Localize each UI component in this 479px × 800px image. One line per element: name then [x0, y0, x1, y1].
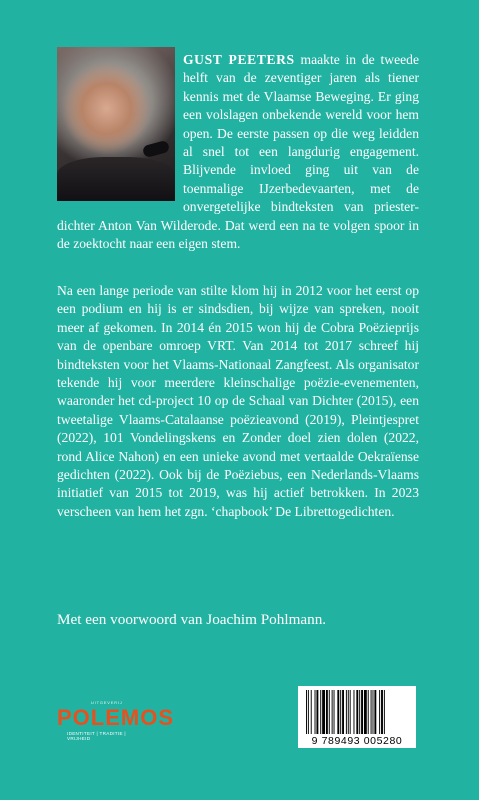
publisher-tagline: IDENTITEIT | TRADITIE | VRIJHEID: [67, 731, 126, 741]
author-name: GUST PEETERS: [183, 52, 295, 67]
foreword-line: Met een voorwoord van Joachim Pohlmann.: [57, 611, 327, 628]
barcode-bar: [322, 690, 325, 734]
barcode-bar: [340, 690, 341, 734]
barcode-bar: [320, 690, 321, 734]
barcode-bar: [346, 690, 347, 734]
barcode-bar: [361, 690, 363, 734]
barcode-bar: [354, 690, 355, 734]
barcode-bar: [350, 690, 351, 734]
publisher-name: POLEMOS: [57, 705, 175, 730]
barcode-bar: [316, 690, 318, 734]
bio-paragraph-2: Na een lange periode van stilte klom hij in 2012 voor het eerst op een podium en hij is er sindsdien, bij wijze van spreken, nooit meer af gekomen. In 2014 én 2015 won hij de Cobra Poëzieprijs van de openbare omroep VRT. Van 2014 tot 2017 schreef hij bindteksten voor het Vlaams-Nationaal Zangfeest. Als organisator tekende hij voor meerdere kleinschalige poëzie-evenementen, waaronder het cd-project 10 op de Schaal van Dichter (2015), een tweetalige Vlaams-Catalaanse poëzieavond (2019), Pleintjespret (2022), 101 Vondelingskens en Zonder doel zien dolen (2022, rond Alice Nahon) en een unieke avond met vertaalde Oekraïense gedichten (2022). Ook bij de Poëziebus, een Nederlands-Vlaams initiatief van 2015 tot 2019, was hij actief betrokken. In 2023 verscheen van hem het zgn. ‘chapbook’ De Librettogedichten.: [57, 283, 419, 519]
barcode-bar: [371, 690, 372, 734]
photo-spacer: [57, 51, 183, 199]
publisher-label: UITGEVERIJ: [91, 700, 123, 705]
barcode-bar: [332, 690, 333, 734]
barcode-bar: [337, 690, 339, 734]
isbn-barcode: [298, 686, 416, 748]
barcode-bar: [359, 690, 360, 734]
bio-paragraph-1: [57, 51, 419, 253]
barcode-bar: [381, 690, 383, 734]
barcode-bar: [342, 690, 344, 734]
barcode-bar: [308, 690, 309, 734]
bio-paragraph-1-text: maakte in de tweede helft van de zeventiger jaren als tiener kennis met de Vlaamse Beweging. Er ging een volslagen onbekende wereld voor hem open. De eerste passen op die weg leidden al snel tot een langdurig engagement. Blijvende invloed ging uit van de toenmalige IJzerbedevaarten, met de onvergetelijke bindteksten van priester-dichter Anton Van Wilderode. Dat werd een na te volgen spoor in de zoektocht naar een eigen stem.: [57, 52, 419, 252]
barcode-bar: [315, 690, 316, 734]
barcode-bar: [368, 690, 369, 734]
barcode-bar: [384, 690, 385, 734]
publisher-logo: [57, 700, 175, 744]
barcode-bar: [373, 690, 374, 734]
barcode-bar: [374, 690, 376, 734]
barcode-bar: [326, 690, 328, 734]
barcode-bar: [356, 690, 358, 734]
barcode-bar: [329, 690, 330, 734]
barcode-digits: 9 789493 005280: [311, 735, 403, 747]
barcode-bar: [311, 690, 312, 734]
barcode-bar: [364, 690, 367, 734]
barcode-bar: [334, 690, 335, 734]
barcode-bars: [304, 690, 410, 734]
barcode-bar: [348, 690, 349, 734]
barcode-bar: [379, 690, 380, 734]
barcode-bar: [306, 690, 307, 734]
